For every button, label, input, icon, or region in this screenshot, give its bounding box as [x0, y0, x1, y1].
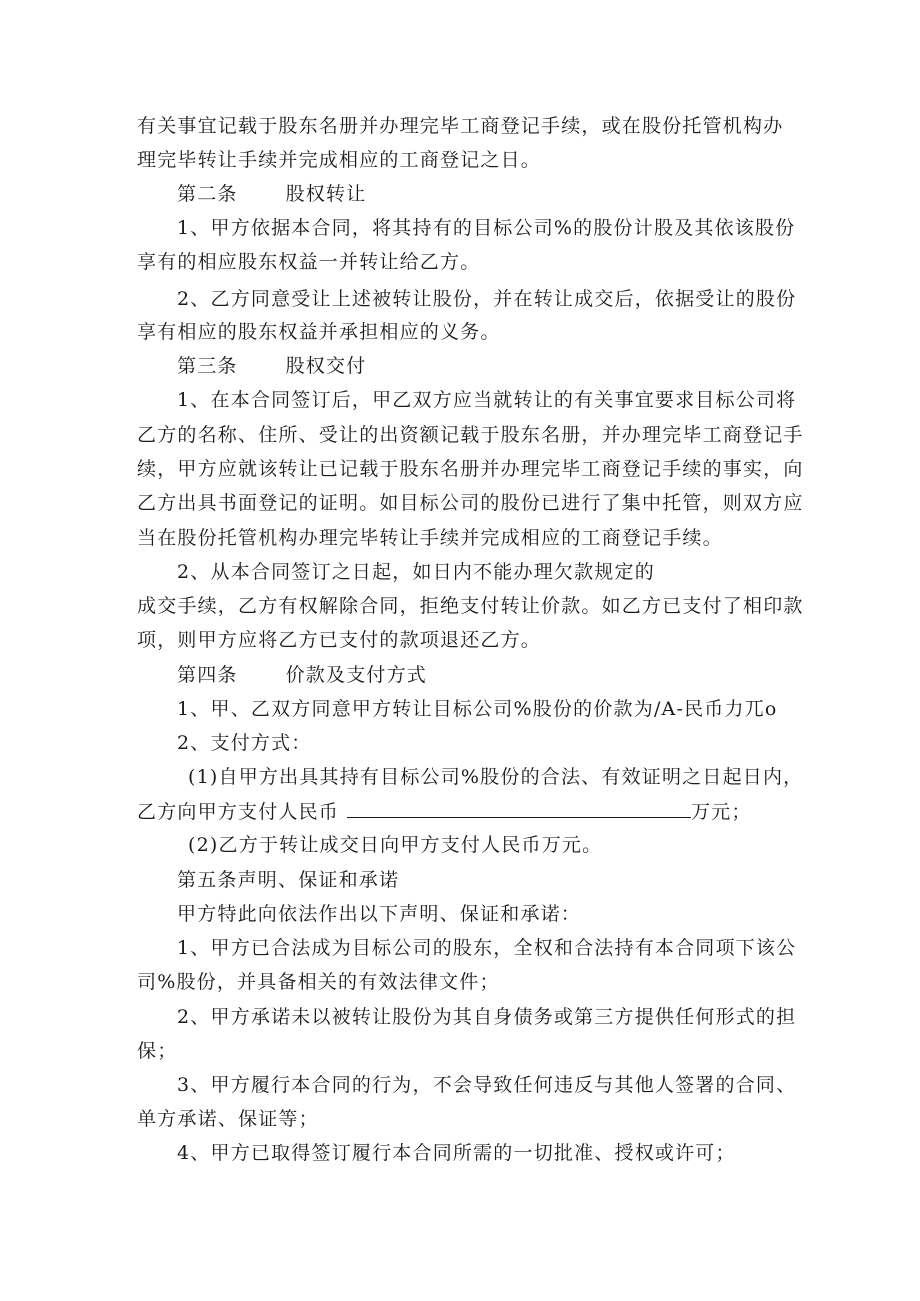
article-number: 第二条 [177, 183, 238, 205]
body-line: 2、乙方同意受让上述被转让股份，并在转让成交后，依据受让的股份 [177, 288, 797, 310]
payment-line [137, 799, 752, 824]
body-line: 1、在本合同签订后，甲乙双方应当就转让的有关事宜要求目标公司将 [177, 389, 797, 411]
body-line: 3、甲方履行本合同的行为，不会导致任何违反与其他人签署的合同、 [177, 1074, 797, 1096]
article-number: 第四条 [177, 664, 238, 686]
body-line: 理完毕转让手续并完成相应的工商登记之日。 [137, 149, 542, 171]
article-heading-2 [177, 182, 366, 206]
body-line: 享有的相应股东权益一并转让给乙方。 [137, 251, 481, 273]
body-line: 1、甲方已合法成为目标公司的股东，全权和合法持有本合同项下该公 [177, 937, 797, 959]
body-line: 单方承诺、保证等； [137, 1108, 319, 1130]
body-line: (1)自甲方出具其持有目标公司%股份的合法、有效证明之日起日内， [188, 766, 804, 788]
body-line: 有关事宜记载于股东名册并办理完毕工商登记手续，或在股份托管机构办 [137, 115, 784, 137]
article-title: 股权转让 [285, 183, 367, 205]
payment-unit: 万元； [691, 801, 752, 823]
body-line: 当在股份托管机构办理完毕转让手续并完成相应的工商登记手续。 [137, 527, 723, 549]
body-line: 1、甲方依据本合同，将其持有的目标公司%的股份计股及其依该股份 [177, 217, 796, 239]
body-line: 续，甲方应就该转让已记载于股东名册并办理完毕工商登记手续的事实，向 [137, 458, 804, 480]
body-line: 4、甲方已取得签订履行本合同所需的一切批准、授权或许可； [177, 1142, 736, 1164]
amount-blank [347, 799, 691, 818]
body-line: 项，则甲方应将乙方已支付的款项退还乙方。 [137, 629, 542, 651]
article-heading-5: 第五条声明、保证和承诺 [177, 869, 400, 891]
body-line: 保； [137, 1040, 178, 1062]
body-line: 享有相应的股东权益并承担相应的义务。 [137, 321, 501, 343]
payment-text: 乙方向甲方支付人民币 [137, 801, 340, 823]
body-line: 2、甲方承诺未以被转让股份为其自身债务或第三方提供任何形式的担 [177, 1006, 797, 1028]
body-line: 2、支付方式： [177, 732, 312, 754]
body-line: 司%股份，并具备相关的有效法律文件； [137, 971, 500, 993]
article-title: 股权交付 [285, 355, 367, 377]
article-title: 价款及支付方式 [285, 664, 428, 686]
body-line: 乙方的名称、住所、受让的出资额记载于股东名册，并办理完毕工商登记手 [137, 424, 804, 446]
body-line: 2、从本合同签订之日起，如日内不能办理欠款规定的 [177, 561, 655, 583]
body-line: 甲方特此向依法作出以下声明、保证和承诺： [177, 903, 582, 925]
article-heading-3 [177, 354, 366, 378]
body-line: (2)乙方于转让成交日向甲方支付人民币万元。 [188, 834, 603, 856]
article-number: 第三条 [177, 355, 238, 377]
body-line: 1、甲、乙双方同意甲方转让目标公司%股份的价款为/A-民币力兀o [177, 698, 778, 720]
body-line: 成交手续，乙方有权解除合同，拒绝支付转让价款。如乙方已支付了相印款 [137, 595, 804, 617]
body-line: 乙方出具书面登记的证明。如目标公司的股份已进行了集中托管，则双方应 [137, 492, 804, 514]
article-heading-4 [177, 663, 427, 687]
